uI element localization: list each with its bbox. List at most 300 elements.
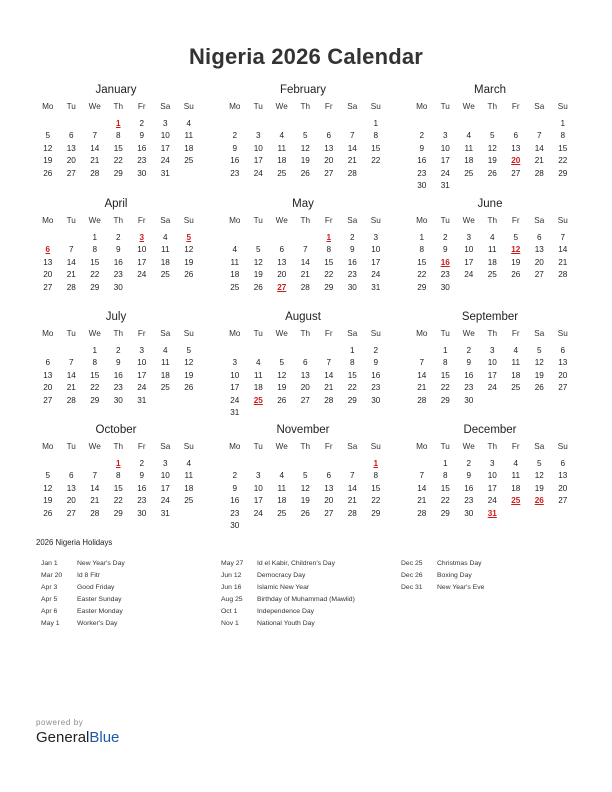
weekday-label: Su [183, 329, 194, 338]
day-cell: 27 [43, 395, 53, 405]
day-cell: 19 [534, 370, 544, 380]
holiday-day-cell: 1 [115, 458, 121, 468]
day-cell: 9 [349, 245, 355, 254]
page-title: Nigeria 2026 Calendar [188, 44, 424, 69]
weekday-header [410, 328, 570, 341]
empty-day-cell [270, 345, 294, 358]
empty-day-cell [83, 118, 107, 131]
day-cell: 26 [43, 508, 53, 518]
day-cell: 4 [162, 345, 168, 355]
day-cell: 8 [419, 245, 425, 254]
day-cell: 7 [349, 131, 355, 140]
holiday-item [41, 606, 221, 618]
month-july [36, 310, 196, 407]
weekday-label: We [462, 102, 475, 111]
day-cell: 10 [440, 143, 450, 153]
day-cell: 8 [560, 131, 566, 140]
day-cell: 6 [326, 131, 332, 140]
weekday-label: Fr [511, 102, 520, 111]
day-cell: 9 [373, 358, 379, 367]
day-cell: 28 [300, 282, 310, 292]
day-cell: 5 [279, 358, 285, 367]
day-cell: 24 [487, 383, 497, 392]
weekday-label: Th [113, 329, 124, 338]
day-cell: 19 [184, 257, 194, 267]
holiday-day-cell: 25 [511, 496, 521, 505]
day-cell: 10 [464, 245, 474, 254]
day-cell: 22 [440, 496, 450, 505]
empty-day-cell [341, 458, 365, 471]
day-cell: 8 [92, 245, 98, 254]
weekday-label: Tu [66, 102, 76, 111]
empty-day-cell [60, 118, 84, 131]
day-cell: 6 [536, 232, 542, 242]
holiday-name: Independence Day [257, 608, 315, 615]
day-cell: 12 [487, 143, 497, 153]
day-cell: 18 [511, 483, 521, 493]
weekday-label: Tu [440, 102, 450, 111]
day-cell: 5 [302, 131, 308, 140]
weekday-label: We [275, 329, 288, 338]
day-cell: 17 [230, 383, 240, 392]
holiday-item [41, 594, 221, 606]
day-cell: 13 [277, 257, 287, 267]
weekday-label: Sa [160, 216, 171, 225]
empty-day-cell [410, 345, 434, 358]
day-cell: 29 [113, 508, 123, 518]
weekday-label: Su [557, 216, 568, 225]
empty-day-cell [317, 345, 341, 358]
weekday-label: Fr [137, 442, 146, 451]
weekday-label: Mo [416, 216, 428, 225]
day-cell: 16 [464, 370, 474, 380]
weekday-label: Tu [66, 442, 76, 451]
day-cell: 15 [90, 257, 100, 267]
month-december [410, 423, 570, 520]
day-cell: 28 [66, 282, 76, 292]
day-cell: 27 [66, 168, 76, 178]
day-cell: 18 [464, 156, 474, 165]
day-cell: 10 [137, 358, 147, 367]
day-cell: 16 [371, 370, 381, 380]
day-cell: 18 [184, 483, 194, 493]
holiday-item [401, 582, 581, 594]
footer [36, 718, 119, 746]
holiday-name: Boxing Day [437, 572, 472, 579]
day-cell: 16 [137, 143, 147, 153]
holiday-date: Jun 16 [221, 584, 242, 591]
day-cell: 21 [534, 156, 544, 165]
day-cell: 8 [349, 358, 355, 367]
month-name: June [477, 198, 503, 210]
weekday-label: We [88, 442, 101, 451]
day-cell: 29 [90, 395, 100, 405]
holiday-day-cell: 26 [534, 496, 544, 505]
day-cell: 6 [45, 358, 51, 367]
day-cell: 14 [558, 245, 568, 254]
day-cell: 11 [184, 471, 193, 480]
day-cell: 26 [184, 270, 194, 279]
powered-by-text: powered by [36, 718, 84, 727]
weekday-label: Th [300, 102, 311, 111]
empty-day-cell [504, 118, 528, 131]
day-cell: 2 [466, 458, 472, 468]
holiday-date: Apr 6 [41, 608, 58, 615]
day-cell: 9 [115, 358, 121, 367]
weekday-label: Mo [416, 102, 428, 111]
holiday-item [221, 558, 401, 570]
holiday-item [41, 582, 221, 594]
weekday-label: Tu [66, 216, 76, 225]
day-cell: 21 [558, 257, 568, 267]
day-cell: 28 [534, 168, 544, 178]
day-cell: 13 [534, 245, 544, 254]
day-cell: 24 [160, 496, 170, 505]
day-cell: 4 [513, 345, 519, 355]
day-cell: 4 [162, 232, 168, 242]
day-cell: 20 [66, 156, 76, 165]
day-cell: 28 [347, 168, 357, 178]
day-grid [223, 345, 383, 420]
day-cell: 31 [440, 181, 450, 190]
day-cell: 1 [560, 118, 566, 128]
holiday-item [221, 618, 401, 630]
month-name: August [285, 311, 321, 323]
day-cell: 21 [417, 383, 427, 392]
weekday-label: We [462, 216, 475, 225]
holiday-day-cell: 12 [511, 245, 521, 254]
day-cell: 17 [160, 143, 170, 153]
weekday-header [223, 441, 383, 454]
day-cell: 6 [560, 345, 566, 355]
day-cell: 10 [230, 370, 240, 380]
day-cell: 24 [253, 508, 263, 518]
day-cell: 30 [464, 395, 474, 405]
day-cell: 1 [373, 118, 379, 128]
day-cell: 26 [43, 168, 53, 178]
day-cell: 11 [230, 257, 239, 267]
weekday-label: Sa [160, 329, 171, 338]
day-cell: 24 [253, 168, 263, 178]
day-cell: 8 [373, 471, 379, 480]
weekday-label: Mo [229, 102, 241, 111]
day-cell: 12 [277, 370, 287, 380]
holiday-date: Apr 3 [41, 584, 58, 591]
day-cell: 30 [230, 521, 240, 530]
day-cell: 9 [139, 131, 145, 140]
day-cell: 18 [487, 257, 497, 267]
empty-day-cell [528, 118, 552, 131]
day-cell: 11 [277, 143, 286, 153]
weekday-label: Su [370, 102, 381, 111]
day-cell: 17 [464, 257, 474, 267]
empty-day-cell [410, 118, 434, 131]
day-cell: 1 [442, 345, 448, 355]
day-cell: 8 [373, 131, 379, 140]
day-cell: 15 [113, 143, 123, 153]
month-november [223, 423, 383, 533]
day-cell: 18 [184, 143, 194, 153]
day-cell: 30 [464, 508, 474, 518]
day-cell: 9 [139, 471, 145, 480]
day-cell: 30 [113, 282, 123, 292]
day-cell: 15 [90, 370, 100, 380]
day-cell: 2 [466, 345, 472, 355]
holiday-name: Democracy Day [257, 572, 306, 579]
day-cell: 17 [440, 156, 450, 165]
weekday-label: We [462, 329, 475, 338]
day-cell: 14 [324, 370, 334, 380]
day-cell: 13 [558, 358, 568, 367]
day-cell: 23 [137, 156, 147, 165]
day-cell: 27 [558, 496, 568, 505]
day-cell: 24 [230, 395, 240, 405]
empty-day-cell [247, 118, 271, 131]
day-cell: 20 [558, 370, 568, 380]
day-cell: 7 [536, 131, 542, 140]
day-cell: 25 [160, 383, 170, 392]
day-cell: 9 [419, 143, 425, 153]
weekday-label: Mo [42, 329, 54, 338]
weekday-label: Sa [347, 216, 358, 225]
day-cell: 15 [440, 370, 450, 380]
holiday-item [221, 570, 401, 582]
day-cell: 21 [347, 156, 357, 165]
day-cell: 1 [92, 232, 98, 242]
month-name: February [279, 84, 327, 96]
day-cell: 18 [160, 370, 170, 380]
holiday-day-cell: 27 [277, 282, 287, 292]
day-cell: 27 [300, 395, 310, 405]
day-grid [410, 118, 570, 193]
day-cell: 23 [230, 168, 240, 178]
day-cell: 19 [43, 496, 53, 505]
day-cell: 10 [160, 471, 170, 480]
holiday-date: Jun 12 [221, 572, 242, 579]
holiday-date: Dec 25 [401, 560, 423, 567]
weekday-label: Mo [229, 442, 241, 451]
day-cell: 28 [90, 168, 100, 178]
day-cell: 14 [534, 143, 544, 153]
day-cell: 11 [161, 245, 170, 254]
day-cell: 24 [371, 270, 381, 279]
holiday-day-cell: 6 [45, 245, 51, 254]
day-cell: 11 [184, 131, 193, 140]
month-name: November [276, 424, 330, 436]
day-cell: 3 [489, 458, 495, 468]
weekday-label: Tu [440, 442, 450, 451]
day-cell: 22 [558, 156, 568, 165]
day-cell: 11 [464, 143, 473, 153]
brand-logo [36, 729, 119, 746]
day-cell: 10 [253, 143, 263, 153]
day-cell: 10 [137, 245, 147, 254]
day-cell: 24 [137, 383, 147, 392]
holiday-name: Worker's Day [77, 620, 118, 627]
day-cell: 14 [300, 257, 310, 267]
day-cell: 31 [160, 508, 170, 518]
weekday-label: We [88, 102, 101, 111]
day-cell: 4 [255, 358, 261, 367]
day-cell: 31 [230, 408, 240, 417]
day-cell: 22 [347, 383, 357, 392]
day-cell: 21 [324, 383, 334, 392]
weekday-header [36, 328, 196, 341]
day-cell: 29 [558, 168, 568, 178]
day-cell: 7 [68, 245, 74, 254]
month-name: October [95, 424, 137, 436]
day-cell: 11 [511, 471, 520, 480]
day-cell: 8 [115, 131, 121, 140]
month-may [223, 197, 383, 294]
weekday-label: Fr [324, 442, 333, 451]
day-cell: 8 [442, 358, 448, 367]
day-cell: 15 [558, 143, 568, 153]
holiday-item [221, 606, 401, 618]
empty-day-cell [270, 118, 294, 131]
holiday-column [401, 558, 581, 594]
day-cell: 21 [90, 496, 100, 505]
weekday-label: Th [300, 329, 311, 338]
day-cell: 7 [326, 358, 332, 367]
day-cell: 23 [371, 383, 381, 392]
day-cell: 13 [66, 483, 76, 493]
day-cell: 14 [66, 257, 76, 267]
day-cell: 2 [115, 345, 121, 355]
day-cell: 6 [68, 471, 74, 480]
day-cell: 23 [347, 270, 357, 279]
day-cell: 2 [349, 232, 355, 242]
holiday-item [221, 594, 401, 606]
day-cell: 31 [371, 282, 381, 292]
day-cell: 7 [302, 245, 308, 254]
day-cell: 28 [90, 508, 100, 518]
day-cell: 3 [442, 131, 448, 140]
empty-day-cell [294, 232, 318, 245]
day-cell: 5 [186, 345, 192, 355]
month-february [223, 83, 383, 180]
day-cell: 27 [43, 282, 53, 292]
day-cell: 8 [442, 471, 448, 480]
day-cell: 12 [253, 257, 263, 267]
day-cell: 12 [534, 471, 544, 480]
day-cell: 4 [186, 458, 192, 468]
empty-day-cell [317, 118, 341, 131]
day-cell: 25 [277, 508, 287, 518]
day-cell: 7 [92, 471, 98, 480]
day-cell: 19 [184, 370, 194, 380]
day-cell: 7 [560, 232, 566, 242]
month-name: May [292, 198, 314, 210]
holiday-date: May 27 [221, 560, 244, 567]
empty-day-cell [294, 345, 318, 358]
empty-day-cell [247, 232, 271, 245]
day-cell: 25 [160, 270, 170, 279]
day-cell: 26 [253, 282, 263, 292]
day-cell: 21 [90, 156, 100, 165]
weekday-label: Tu [253, 329, 263, 338]
day-cell: 22 [417, 270, 427, 279]
day-cell: 12 [300, 143, 310, 153]
day-cell: 16 [230, 156, 240, 165]
day-cell: 14 [90, 483, 100, 493]
day-cell: 25 [184, 496, 194, 505]
day-cell: 11 [161, 358, 170, 367]
day-cell: 28 [324, 395, 334, 405]
holiday-name: Easter Sunday [77, 596, 122, 603]
day-cell: 19 [300, 156, 310, 165]
day-cell: 6 [326, 471, 332, 480]
weekday-label: Su [370, 442, 381, 451]
day-grid [223, 232, 383, 295]
weekday-label: Su [557, 442, 568, 451]
day-cell: 29 [113, 168, 123, 178]
weekday-label: Sa [347, 329, 358, 338]
day-cell: 17 [253, 496, 263, 505]
day-cell: 19 [277, 383, 287, 392]
holiday-date: May 1 [41, 620, 60, 627]
day-cell: 20 [534, 257, 544, 267]
day-cell: 21 [66, 270, 76, 279]
month-october [36, 423, 196, 520]
day-cell: 27 [324, 508, 334, 518]
weekday-label: Mo [229, 216, 241, 225]
day-cell: 18 [253, 383, 263, 392]
day-cell: 4 [279, 471, 285, 480]
day-cell: 6 [68, 131, 74, 140]
day-cell: 28 [558, 270, 568, 279]
day-cell: 16 [230, 496, 240, 505]
day-cell: 29 [440, 508, 450, 518]
day-cell: 26 [487, 168, 497, 178]
weekday-label: We [275, 216, 288, 225]
day-cell: 19 [534, 483, 544, 493]
holiday-day-cell: 5 [186, 232, 192, 242]
day-cell: 3 [255, 471, 261, 480]
weekday-header [223, 215, 383, 228]
weekday-label: Mo [42, 102, 54, 111]
day-cell: 12 [184, 358, 194, 367]
day-cell: 23 [464, 496, 474, 505]
day-cell: 20 [324, 496, 334, 505]
day-cell: 2 [232, 131, 238, 140]
weekday-label: Th [113, 102, 124, 111]
holiday-name: Birthday of Muhammad (Mawlid) [257, 596, 355, 603]
weekday-label: Fr [511, 216, 520, 225]
day-cell: 14 [347, 143, 357, 153]
weekday-label: Tu [253, 442, 263, 451]
weekday-label: Mo [416, 329, 428, 338]
holiday-date: Apr 5 [41, 596, 58, 603]
day-cell: 23 [137, 496, 147, 505]
day-cell: 21 [347, 496, 357, 505]
day-cell: 30 [347, 282, 357, 292]
day-cell: 12 [43, 143, 53, 153]
day-grid [36, 458, 196, 521]
day-cell: 10 [487, 471, 497, 480]
weekday-label: Sa [347, 102, 358, 111]
weekday-label: Tu [440, 216, 450, 225]
day-cell: 17 [371, 257, 381, 267]
day-cell: 25 [511, 383, 521, 392]
day-cell: 28 [66, 395, 76, 405]
day-cell: 13 [324, 483, 334, 493]
weekday-label: Tu [66, 329, 76, 338]
day-cell: 24 [160, 156, 170, 165]
empty-day-cell [223, 458, 247, 471]
day-cell: 22 [371, 496, 381, 505]
weekday-label: Sa [534, 442, 545, 451]
